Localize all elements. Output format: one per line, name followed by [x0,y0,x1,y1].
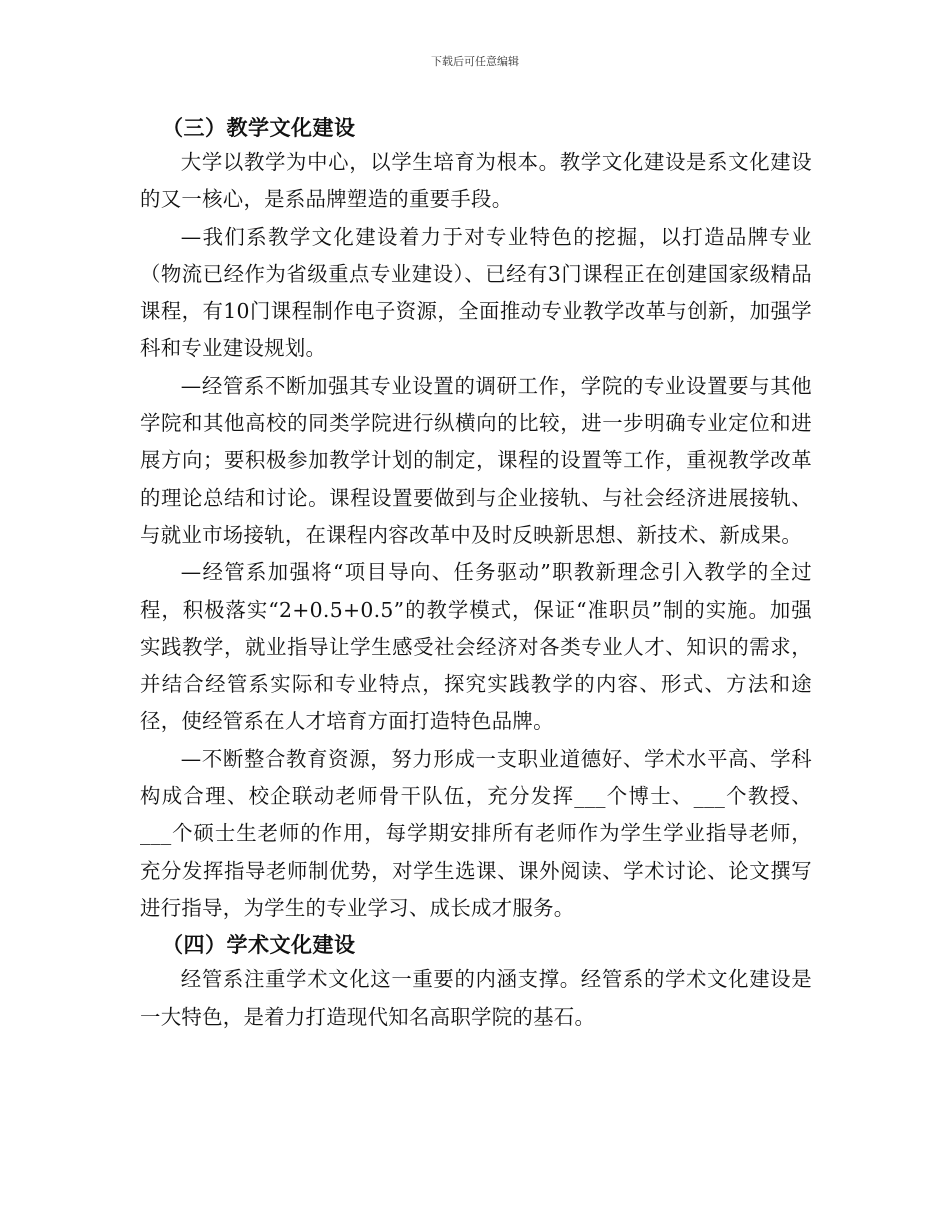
paragraph: —经管系加强将“项目导向、任务驱动”职教新理念引入教学的全过程，积极落实“2+0.5+0.5”的教学模式，保证“准职员”制的实施。加强实践教学，就业指导让学生感受社会经济对各类专业人才、知识的需求，并结合经管系实际和专业特点，探究实践教学的内容、形式、方法和途径，使经管系在人才培育方面打造特色品牌。 [140,560,812,734]
paragraph: 经管系注重学术文化这一重要的内涵支撑。经管系的学术文化建设是一大特色，是着力打造现代知名高职学院的基石。 [140,967,812,1029]
page-header: 下载后可任意编辑 [431,55,519,68]
paragraph: —我们系教学文化建设着力于对专业特色的挖掘，以打造品牌专业（物流已经作为省级重点专业建设）、已经有3门课程正在创建国家级精品课程，有10门课程制作电子资源，全面推动专业教学改革与创新，加强学科和专业建设规划。 [140,224,812,361]
paragraph: 大学以教学为中心，以学生培育为根本。教学文化建设是系文化建设的又一核心，是系品牌塑造的重要手段。 [140,150,812,212]
paragraph: —经管系不断加强其专业设置的调研工作，学院的专业设置要与其他学院和其他高校的同类学院进行纵横向的比较，进一步明确专业定位和进展方向；要积极参加教学计划的制定，课程的设置等工作，重视教学改革的理论总结和讨论。课程设置要做到与企业接轨、与社会经济进展接轨、与就业市场接轨，在课程内容改革中及时反映新思想、新技术、新成果。 [140,373,812,547]
document-body [140,112,812,1036]
section-heading-4: （四）学术文化建设 [162,932,356,958]
paragraph: —不断整合教育资源，努力形成一支职业道德好、学术水平高、学科构成合理、校企联动老师骨干队伍，充分发挥___个博士、___个教授、___个硕士生老师的作用，每学期安排所有老师作为学生学业指导老师，充分发挥指导老师制优势，对学生选课、课外阅读、学术讨论、论文撰写进行指导，为学生的专业学习、成长成才服务。 [140,746,812,920]
section-heading-3: （三）教学文化建设 [162,115,356,140]
